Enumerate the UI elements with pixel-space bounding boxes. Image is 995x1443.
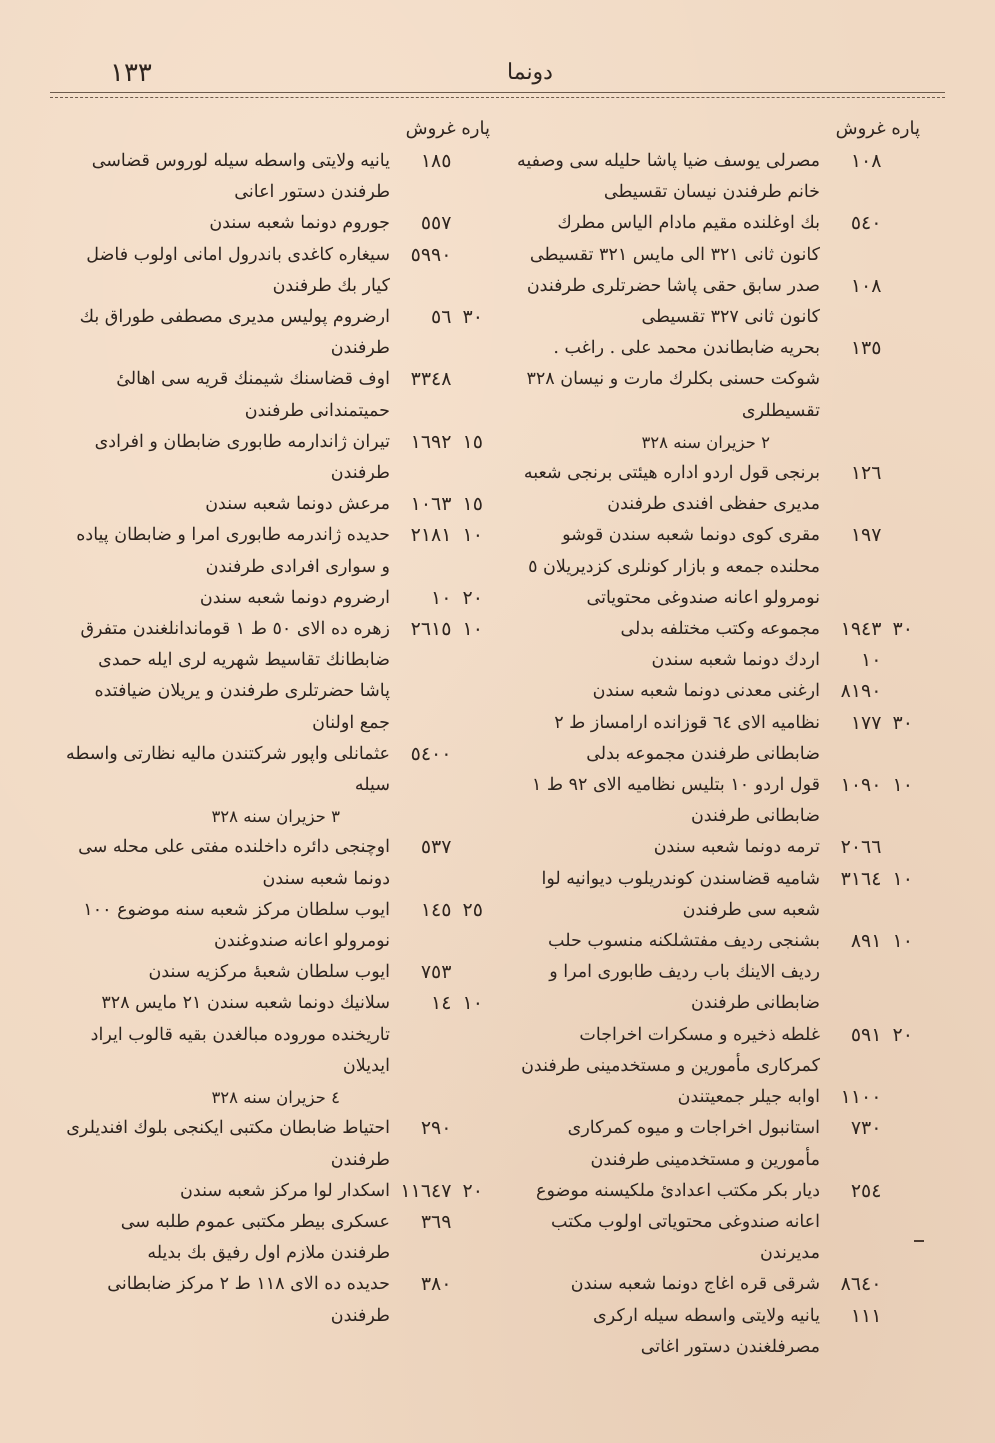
entry-description: ایوب سلطان مرکز شعبه سنه موضوع ۱۰۰ نومرولو اعانه صندوغندن bbox=[83, 899, 390, 952]
amount-kurus: ۲٦۱٥ bbox=[410, 618, 452, 641]
amount-kurus: ۸٦٤۰ bbox=[840, 1273, 882, 1296]
ledger-entry bbox=[65, 957, 490, 988]
amount bbox=[820, 1113, 920, 1144]
amount-kurus: ۱۱۰۰ bbox=[840, 1086, 882, 1109]
ledger-entry bbox=[65, 1207, 490, 1269]
amount-kurus: ۳۸۰ bbox=[420, 1273, 452, 1296]
amount bbox=[820, 458, 920, 489]
amount-kurus: ۳۳٤۸ bbox=[410, 368, 452, 391]
amount-kurus: ٥٦ bbox=[431, 306, 452, 329]
amount bbox=[390, 1207, 490, 1238]
amount bbox=[820, 1176, 920, 1207]
entry-description: صدر سابق حقی پاشا حضرتلری طرفندن کانون ثانی ۳۲۷ تقسیطی bbox=[526, 275, 820, 328]
date-line: ۲ حزیران سنه ۳۲۸ bbox=[641, 432, 770, 452]
running-title: دونما bbox=[507, 60, 553, 85]
amount-kurus: ۸۱۹۰ bbox=[840, 680, 882, 703]
ledger-entry bbox=[65, 427, 490, 489]
amount-para: ۲٥ bbox=[462, 898, 483, 921]
amount-para bbox=[885, 146, 920, 177]
amount-para: ۱۰ bbox=[892, 774, 913, 797]
amount bbox=[390, 957, 490, 988]
left-column bbox=[65, 112, 490, 1332]
amount-kurus: ٥۹۹۰ bbox=[410, 243, 452, 266]
page-header bbox=[60, 58, 940, 94]
entry-description: سیغاره کاغدی باندرول امانی اولوب فاضل کیار بك طرفندن bbox=[86, 244, 390, 296]
amount bbox=[820, 146, 920, 177]
amount-kurus: ۱۳٥ bbox=[850, 337, 882, 360]
column-header: پاره غروش bbox=[405, 118, 490, 139]
amount-kurus: ٥٤۰۰ bbox=[410, 742, 452, 765]
entry-description: حدیده ژاندرمه طابوری امرا و ضابطان پیاده و سواری افرادی طرفندن bbox=[76, 525, 390, 577]
amount bbox=[820, 614, 920, 645]
ledger-entry bbox=[515, 1082, 920, 1113]
ledger-entry bbox=[65, 489, 490, 520]
amount-para: ۳۰ bbox=[462, 306, 483, 329]
amount bbox=[390, 208, 490, 239]
entry-description: اردك دونما شعبه سندن bbox=[651, 650, 820, 671]
ledger-entry bbox=[65, 1269, 490, 1331]
amount-kurus: ۷٥۳ bbox=[420, 961, 452, 984]
amount-kurus: ۱٤٥ bbox=[420, 898, 452, 921]
amount bbox=[390, 146, 490, 177]
amount bbox=[390, 988, 490, 1019]
amount bbox=[390, 364, 490, 395]
amount-para bbox=[455, 364, 490, 395]
amount-para bbox=[885, 520, 920, 551]
amount bbox=[390, 895, 490, 926]
amount-para bbox=[885, 271, 920, 302]
amount bbox=[390, 240, 490, 271]
entry-description: مصرلی یوسف ضیا پاشا حلیله سی وصفیه خانم طرفندن نیسان تقسیطی bbox=[516, 151, 820, 203]
entry-description: مقری کوی دونما شعبه سندن قوشو محلنده جمعه و بازار کونلری کزدیریلان ٥ نومرولو اعانه صندوغی محتویاتی bbox=[528, 525, 820, 608]
ledger-entry bbox=[65, 208, 490, 239]
amount-para bbox=[885, 1082, 920, 1113]
amount-kurus: ۳٦۹ bbox=[420, 1210, 452, 1233]
ledger-entry bbox=[65, 583, 490, 614]
entry-description: غلطه ذخیره و مسکرات اخراجات کمرکاری مأمورین و مستخدمینی طرفندن bbox=[521, 1024, 820, 1076]
entry-description: ایوب سلطان شعبهٔ مرکزیه سندن bbox=[148, 962, 390, 983]
amount-kurus: ۲۱۸۱ bbox=[410, 524, 452, 547]
amount-para bbox=[885, 645, 920, 676]
amount-kurus: ۲۹۰ bbox=[420, 1117, 452, 1140]
ledger-entry bbox=[515, 614, 920, 645]
entry-description: بشنجی ردیف مفتشلکنه منسوب حلب ردیف الاینك باب ردیف طابوری امرا و ضابطانی طرفندن bbox=[548, 931, 820, 1014]
amount-para: ۲۰ bbox=[462, 1179, 483, 1202]
amount-para: ۲۰ bbox=[892, 1023, 913, 1046]
ledger-entry bbox=[515, 1301, 920, 1363]
margin-mark bbox=[914, 1240, 924, 1242]
amount bbox=[820, 708, 920, 739]
amount-para bbox=[885, 333, 920, 364]
date-line: ۳ حزیران سنه ۳۲۸ bbox=[211, 807, 340, 827]
amount bbox=[820, 645, 920, 676]
ledger-entry bbox=[65, 832, 490, 894]
amount-kurus: ۱۹٤۳ bbox=[840, 618, 882, 641]
entry-description: قول اردو ۱۰ بتلیس نظامیه الای ۹۲ ط ۱ ضابطانی طرفندن bbox=[531, 775, 820, 827]
amount bbox=[820, 271, 920, 302]
amount-para: ۱۰ bbox=[462, 524, 483, 547]
amount bbox=[390, 583, 490, 614]
entry-description: ارضروم دونما شعبه سندن bbox=[199, 587, 390, 608]
ledger-entry bbox=[65, 302, 490, 364]
amount-kurus: ۱۸٥ bbox=[420, 150, 452, 172]
amount-para bbox=[455, 146, 490, 177]
amount-kurus: ۱۰ bbox=[431, 586, 452, 609]
amount-para: ۱۰ bbox=[892, 930, 913, 953]
entry-description: دیار بکر مکتب اعدادیٔ ملکیسنه موضوع اعانه صندوغی محتویاتی اولوب مکتب مدیرندن bbox=[536, 1180, 820, 1264]
amount bbox=[390, 832, 490, 863]
amount-para bbox=[885, 676, 920, 707]
entry-description: اوابه جیلر جمعیتندن bbox=[677, 1087, 820, 1108]
amount-kurus: ٥۳۷ bbox=[420, 836, 452, 859]
amount-para: ۱۰ bbox=[462, 992, 483, 1015]
amount-para bbox=[885, 1269, 920, 1300]
amount-para bbox=[455, 739, 490, 770]
amount-para bbox=[455, 1269, 490, 1300]
ledger-entry bbox=[65, 614, 490, 739]
amount-para bbox=[885, 1301, 920, 1332]
amount-kurus: ۲٥٤ bbox=[850, 1179, 882, 1202]
amount bbox=[820, 770, 920, 801]
ledger-entry bbox=[515, 770, 920, 832]
entry-description: شرقی قره اغاج دونما شعبه سندن bbox=[570, 1274, 820, 1295]
column-header: پاره غروش bbox=[835, 118, 920, 139]
amount-para bbox=[455, 208, 490, 239]
amount-kurus: ۱۲٦ bbox=[850, 462, 882, 485]
ledger-entry bbox=[515, 458, 920, 520]
entry-description: تیران ژاندارمه طابوری ضابطان و افرادی طرفندن bbox=[94, 431, 390, 484]
entry-description: استانبول اخراجات و میوه کمرکاری مأمورین و مستخدمینی طرفندن bbox=[567, 1118, 820, 1170]
ledger-entry bbox=[65, 520, 490, 582]
ledger-entry bbox=[515, 645, 920, 676]
amount bbox=[820, 520, 920, 551]
entry-description: یانیه ولایتی واسطه سیله ارکری مصرفلغندن دستور اغاتی bbox=[593, 1305, 820, 1357]
ledger-entry bbox=[515, 864, 920, 926]
entry-description: عثمانلی واپور شرکتندن مالیه نظارتی واسطه سیله bbox=[65, 743, 390, 796]
ledger-entry bbox=[515, 1176, 920, 1270]
ledger-entry bbox=[515, 832, 920, 863]
amount bbox=[820, 864, 920, 895]
amount bbox=[820, 333, 920, 364]
ledger-entry bbox=[65, 240, 490, 302]
entry-description: شامیه قضاسندن کوندریلوب دیوانیه لوا شعبه سی طرفندن bbox=[541, 868, 820, 920]
entry-description: حدیده ده الای ۱۱۸ ط ۲ مرکز ضابطانی طرفندن bbox=[107, 1274, 390, 1326]
ledger-entry bbox=[515, 1113, 920, 1175]
entry-description: احتیاط ضابطان مکتبی ایکنجی بلوك افندیلری طرفندن bbox=[66, 1118, 390, 1170]
ledger-entry bbox=[515, 676, 920, 707]
entry-description: برنجی قول اردو اداره هیئتی برنجی شعبه مدیری حفظی افندی طرفندن bbox=[523, 463, 820, 515]
amount-kurus: ۱۰۸ bbox=[850, 150, 882, 172]
entry-description: مجموعه وکتب مختلفه بدلی bbox=[620, 619, 820, 640]
amount-para bbox=[885, 832, 920, 863]
amount-para bbox=[455, 1113, 490, 1144]
amount-para bbox=[885, 208, 920, 239]
entry-description: ترمه دونما شعبه سندن bbox=[653, 837, 820, 858]
ledger-entry bbox=[65, 1113, 490, 1175]
amount bbox=[820, 676, 920, 707]
entry-description: ارضروم پولیس مدیری مصطفی طوراق بك طرفندن bbox=[79, 307, 390, 359]
amount-para bbox=[885, 1176, 920, 1207]
amount-kurus: ٥٤۰ bbox=[850, 212, 882, 235]
entry-description: بحریه ضابطاندن محمد علی . راغب . شوکت حسنی بکلرك مارت و نیسان ۳۲۸ تقسیطلری bbox=[526, 338, 820, 421]
amount-para: ۳۰ bbox=[892, 711, 913, 734]
amount bbox=[390, 427, 490, 458]
ledger-entry bbox=[515, 1269, 920, 1300]
amount bbox=[820, 208, 920, 239]
amount bbox=[390, 489, 490, 520]
amount-para bbox=[455, 957, 490, 988]
ledger-entry bbox=[515, 208, 920, 270]
header-rule bbox=[50, 92, 945, 98]
amount bbox=[820, 1020, 920, 1051]
entry-description: نظامیه الای ٦٤ قوزانده ارامساز ط ۲ ضابطانی طرفندن مجموعه بدلی bbox=[554, 712, 820, 764]
amount bbox=[390, 302, 490, 333]
amount bbox=[390, 614, 490, 645]
amount bbox=[390, 520, 490, 551]
amount-kurus: ۷۳۰ bbox=[850, 1117, 882, 1140]
entry-description: سلانیك دونما شعبه سندن ۲۱ مایس ۳۲۸ تاریخنده موروده مبالغدن بقیه قالوب ایراد ایدیلان bbox=[90, 993, 390, 1076]
amount-kurus: ۱٤ bbox=[431, 992, 452, 1015]
amount bbox=[390, 1113, 490, 1144]
entry-description: اوف قضاسنك شیمنك قریه سی اهالیٔ حمیتمندانی طرفندن bbox=[116, 369, 390, 421]
amount-para: ۱٥ bbox=[462, 493, 483, 516]
ledger-entry bbox=[515, 520, 920, 614]
amount-kurus: ۳۱٦٤ bbox=[840, 867, 882, 890]
amount-para bbox=[885, 458, 920, 489]
amount bbox=[820, 832, 920, 863]
amount bbox=[390, 739, 490, 770]
amount bbox=[820, 1082, 920, 1113]
ledger-entry bbox=[515, 926, 920, 1020]
amount-para: ۱۰ bbox=[892, 867, 913, 890]
ledger-entry bbox=[515, 146, 920, 208]
ledger-entry bbox=[65, 146, 490, 208]
amount-kurus: ۱۰۹۰ bbox=[840, 774, 882, 797]
amount-para bbox=[885, 1113, 920, 1144]
ledger-entry bbox=[65, 1176, 490, 1207]
ledger-entry bbox=[65, 988, 490, 1082]
amount bbox=[820, 1301, 920, 1332]
entry-description: اوچنجی دائره داخلنده مفتی علی محله سی دونما شعبه سندن bbox=[78, 837, 390, 889]
amount-kurus: ۱۱۱ bbox=[850, 1304, 882, 1327]
ledger-entry bbox=[65, 739, 490, 801]
amount-kurus: ٥٥۷ bbox=[420, 212, 452, 235]
entry-description: مرعش دونما شعبه سندن bbox=[205, 494, 390, 515]
right-column bbox=[515, 112, 920, 1363]
amount-para: ۱۰ bbox=[462, 618, 483, 641]
entry-description: ارغنی معدنی دونما شعبه سندن bbox=[592, 681, 820, 702]
amount-para: ۱٥ bbox=[462, 430, 483, 453]
amount bbox=[820, 926, 920, 957]
ledger-entry bbox=[515, 708, 920, 770]
amount bbox=[390, 1176, 490, 1207]
amount-kurus: ۱۹۷ bbox=[850, 524, 882, 547]
amount-para bbox=[455, 1207, 490, 1238]
ledger-entry bbox=[65, 364, 490, 426]
entry-description: بك اوغلنده مقیم مادام الیاس مطرك کانون ثانی ۳۲۱ الی مایس ۳۲۱ تقسیطی bbox=[529, 213, 820, 265]
amount-kurus: ۱۰ bbox=[861, 649, 882, 672]
entry-description: اسکدار لوا مرکز شعبه سندن bbox=[180, 1180, 390, 1201]
amount-kurus: ۱۰۸ bbox=[850, 274, 882, 297]
entry-description: زهره ده الای ٥۰ ط ۱ قوماندانلغندن متفرق ضابطانك تقاسیط شهریه لری ایله حمدی پاشا حضرتلری طرفندن و یریلان ضیافتده جمع اولنان bbox=[80, 619, 390, 733]
amount-para bbox=[455, 240, 490, 271]
entry-description: یانیه ولایتی واسطه سیله لوروس قضاسی طرفندن دستور اعانی bbox=[91, 151, 390, 203]
amount-kurus: ۱۱٦٤۷ bbox=[400, 1179, 452, 1202]
amount-para bbox=[455, 832, 490, 863]
date-line: ٤ حزیران سنه ۳۲۸ bbox=[211, 1088, 340, 1108]
entry-description: عسکری بیطر مکتبی عموم طلبه سی طرفندن ملازم اول رفیق بك بدیله bbox=[120, 1211, 390, 1264]
amount-para: ۲۰ bbox=[462, 586, 483, 609]
amount-para: ۳۰ bbox=[892, 618, 913, 641]
ledger-entry bbox=[515, 271, 920, 333]
page-number: ۱۳۳ bbox=[110, 58, 152, 88]
amount-kurus: ٥۹۱ bbox=[850, 1023, 882, 1046]
amount-kurus: ۲۰٦٦ bbox=[840, 836, 882, 859]
amount bbox=[820, 1269, 920, 1300]
ledger-entry bbox=[515, 333, 920, 427]
amount-kurus: ۸۹۱ bbox=[850, 930, 882, 953]
ledger-entry bbox=[515, 1020, 920, 1082]
amount-kurus: ۱٦۹۲ bbox=[410, 430, 452, 453]
amount bbox=[390, 1269, 490, 1300]
amount-kurus: ۱۰٦۳ bbox=[410, 493, 452, 516]
ledger-entry bbox=[65, 895, 490, 957]
amount-kurus: ۱۷۷ bbox=[850, 711, 882, 734]
entry-description: جوروم دونما شعبه سندن bbox=[209, 213, 390, 234]
